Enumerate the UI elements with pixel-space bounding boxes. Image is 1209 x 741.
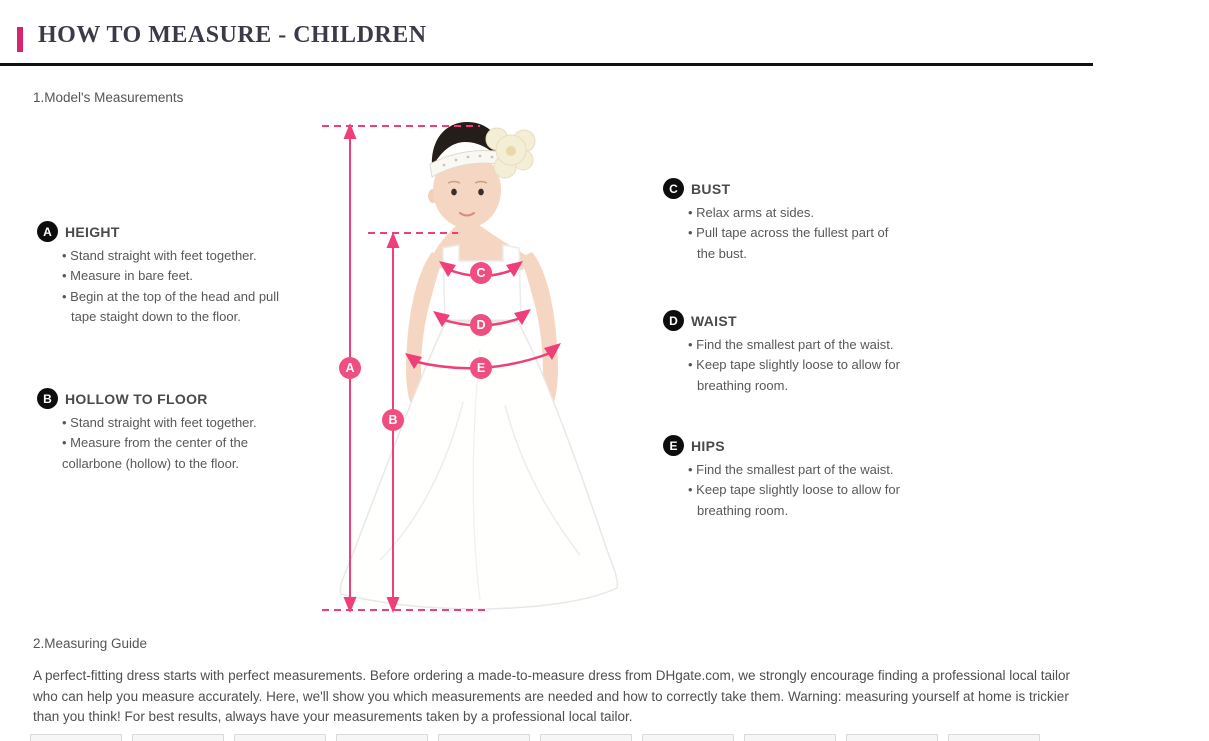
figure-label-e: E [470, 357, 492, 379]
instruction-line: • Measure from the center of the [62, 433, 307, 453]
instruction-line: the bust. [697, 245, 747, 261]
page-title: HOW TO MEASURE - CHILDREN [38, 22, 427, 48]
accent-bar [17, 27, 23, 52]
point-title-bust: BUST [691, 181, 731, 197]
size-table-header-row [30, 734, 1040, 741]
letter-badge-a: A [37, 221, 58, 242]
table-header-cell [540, 734, 632, 741]
letter-badge-c: C [663, 178, 684, 199]
measuring-guide-paragraph: A perfect-fitting dress starts with perfect measurements. Before ordering a made-to-measure dress from DHgate.com, we strongly encourage finding a professional local tailor who can help you measure accurately. Here, we'll show you which measurements are needed and how to correctly take them. Warning: measuring yourself at home is trickier than you think! For best results, always have your measurements taken by a professional local tailor. [33, 668, 1070, 725]
table-header-cell [948, 734, 1040, 741]
table-header-cell [336, 734, 428, 741]
instruction-line: breathing room. [697, 502, 789, 518]
figure-label-c: C [470, 262, 492, 284]
instruction-line: • Stand straight with feet together. [62, 413, 307, 433]
instruction-line: • Relax arms at sides. [688, 203, 933, 223]
table-header-cell [234, 734, 326, 741]
instruction-line: • Keep tape slightly loose to allow for [688, 355, 933, 375]
point-title-hollow-to-floor: HOLLOW TO FLOOR [65, 391, 208, 407]
instruction-line: • Find the smallest part of the waist. [688, 335, 933, 355]
section-label-model-measurements: 1.Model's Measurements [33, 90, 184, 105]
instruction-line: tape staight down to the floor. [71, 308, 241, 324]
table-header-cell [438, 734, 530, 741]
table-header-cell [744, 734, 836, 741]
measurement-diagram [316, 112, 646, 622]
letter-badge-d: D [663, 310, 684, 331]
instruction-line: • Stand straight with feet together. [62, 246, 307, 266]
figure-label-a: A [339, 357, 361, 379]
instruction-line: • Pull tape across the fullest part of [688, 223, 933, 243]
figure-label-b: B [382, 409, 404, 431]
figure-label-d: D [470, 314, 492, 336]
point-title-height: HEIGHT [65, 224, 120, 240]
instruction-line: breathing room. [697, 377, 789, 393]
section-label-measuring-guide: 2.Measuring Guide [33, 636, 148, 651]
table-header-cell [642, 734, 734, 741]
header-divider [0, 63, 1093, 66]
instruction-line: • Begin at the top of the head and pull [62, 287, 307, 307]
instruction-line: • Keep tape slightly loose to allow for [688, 480, 933, 500]
point-title-hips: HIPS [691, 438, 725, 454]
instruction-line: collarbone (hollow) to the floor. [62, 455, 240, 471]
table-header-cell [846, 734, 938, 741]
table-header-cell [30, 734, 122, 741]
letter-badge-e: E [663, 435, 684, 456]
instruction-line: • Find the smallest part of the waist. [688, 460, 933, 480]
letter-badge-b: B [37, 388, 58, 409]
point-title-waist: WAIST [691, 313, 737, 329]
instruction-line: • Measure in bare feet. [62, 266, 307, 286]
table-header-cell [132, 734, 224, 741]
